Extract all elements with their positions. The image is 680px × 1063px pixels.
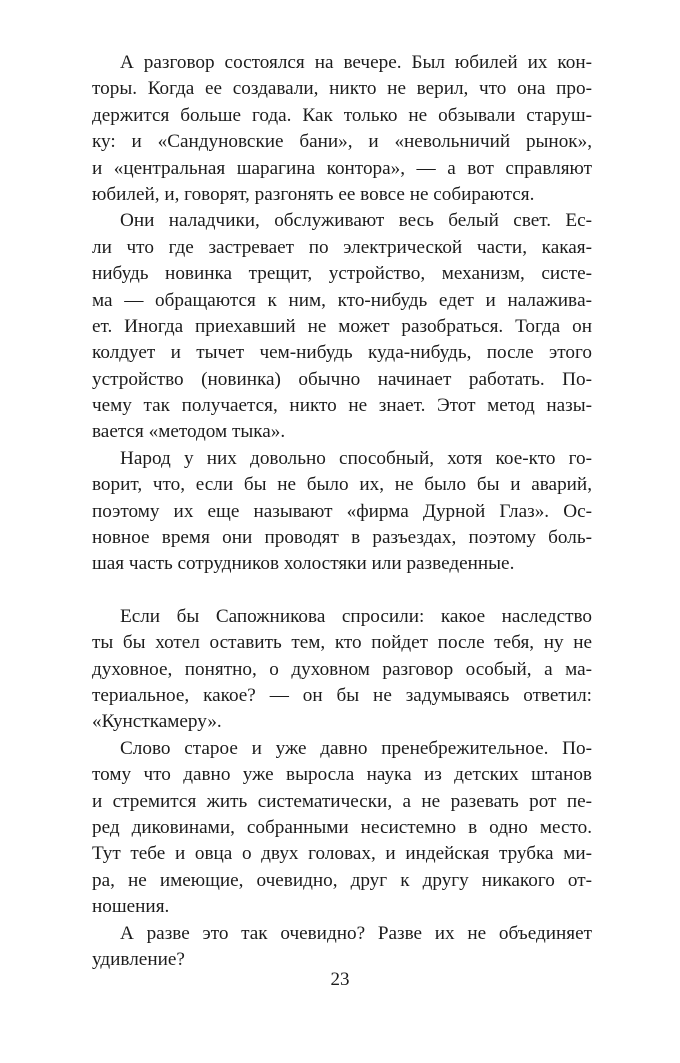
text-line: юбилей, и, говорят, разгонять ее вовсе не собираются. bbox=[92, 183, 535, 205]
text-line: новное время они проводят в разъездах, поэтому боль- bbox=[92, 527, 592, 549]
text-line: ты бы хотел оставить тем, кто пойдет после тебя, ну не bbox=[92, 632, 592, 654]
text-line: колдует и тычет чем-нибудь куда-нибудь, после этого bbox=[92, 342, 592, 364]
text-line: устройство (новинка) обычно начинает работать. По- bbox=[92, 368, 592, 390]
paragraph-2 bbox=[92, 208, 592, 446]
paragraph-6 bbox=[92, 921, 592, 974]
text-line: ет. Иногда приехавший не может разобраться. Тогда он bbox=[92, 315, 592, 337]
text-line: тому что давно уже выросла наука из детских штанов bbox=[92, 764, 592, 786]
text-line: ред диковинами, собранными несистемно в одно место. bbox=[92, 816, 592, 838]
text-line: ра, не имеющие, очевидно, друг к другу никакого от- bbox=[92, 869, 592, 891]
text-line: териальное, какое? — он бы не задумываясь ответил: bbox=[92, 684, 592, 706]
text-line: А разве это так очевидно? Разве их не объединяет bbox=[120, 922, 592, 944]
text-line: ворит, что, если бы не было их, не было бы и аварий, bbox=[92, 474, 592, 496]
paragraph-5 bbox=[92, 736, 592, 921]
book-page-text bbox=[92, 50, 592, 973]
text-line: ношения. bbox=[92, 896, 170, 918]
section-break bbox=[92, 578, 592, 604]
text-line: шая часть сотрудников холостяки или разведенные. bbox=[92, 553, 515, 575]
text-line: Тут тебе и овца о двух головах, и индейская трубка ми- bbox=[92, 843, 592, 865]
text-line: Народ у них довольно способный, хотя кое-кто го- bbox=[120, 447, 592, 469]
text-line: удивление? bbox=[92, 948, 185, 970]
text-line: торы. Когда ее создавали, никто не верил, что она про- bbox=[92, 78, 592, 100]
text-line: держится больше года. Как только не обзывали старуш- bbox=[92, 104, 592, 126]
text-line: Они наладчики, обслуживают весь белый свет. Ес- bbox=[120, 210, 592, 232]
text-line: ку: и «Сандуновские бани», и «невольничий рынок», bbox=[92, 131, 592, 153]
text-line: Слово старое и уже давно пренебрежительное. По- bbox=[120, 737, 592, 759]
text-line: Если бы Сапожникова спросили: какое наследство bbox=[120, 605, 592, 627]
text-line: поэтому их еще называют «фирма Дурной Глаз». Ос- bbox=[92, 500, 592, 522]
page-number: 23 bbox=[330, 969, 350, 990]
text-line: ли что где застревает по электрической части, какая- bbox=[92, 236, 592, 258]
paragraph-4 bbox=[92, 604, 592, 736]
text-line: духовное, понятно, о духовном разговор особый, а ма- bbox=[92, 658, 592, 680]
paragraph-3 bbox=[92, 446, 592, 578]
text-line: нибудь новинка трещит, устройство, механизм, систе- bbox=[92, 263, 592, 285]
text-line: «Кунсткамеру». bbox=[92, 711, 222, 733]
text-line: ма — обращаются к ним, кто-нибудь едет и налаживa- bbox=[92, 289, 592, 311]
text-line: и стремится жить систематически, а не разевать рот пе- bbox=[92, 790, 592, 812]
text-line: А разговор состоялся на вечере. Был юбилей их кон- bbox=[120, 52, 592, 73]
text-line: чему так получается, никто не знает. Этот метод назы- bbox=[92, 395, 592, 417]
text-line: вается «методом тыка». bbox=[92, 421, 286, 443]
text-line: и «центральная шарагина контора», — а вот справляют bbox=[92, 157, 592, 179]
paragraph-1 bbox=[92, 50, 592, 208]
